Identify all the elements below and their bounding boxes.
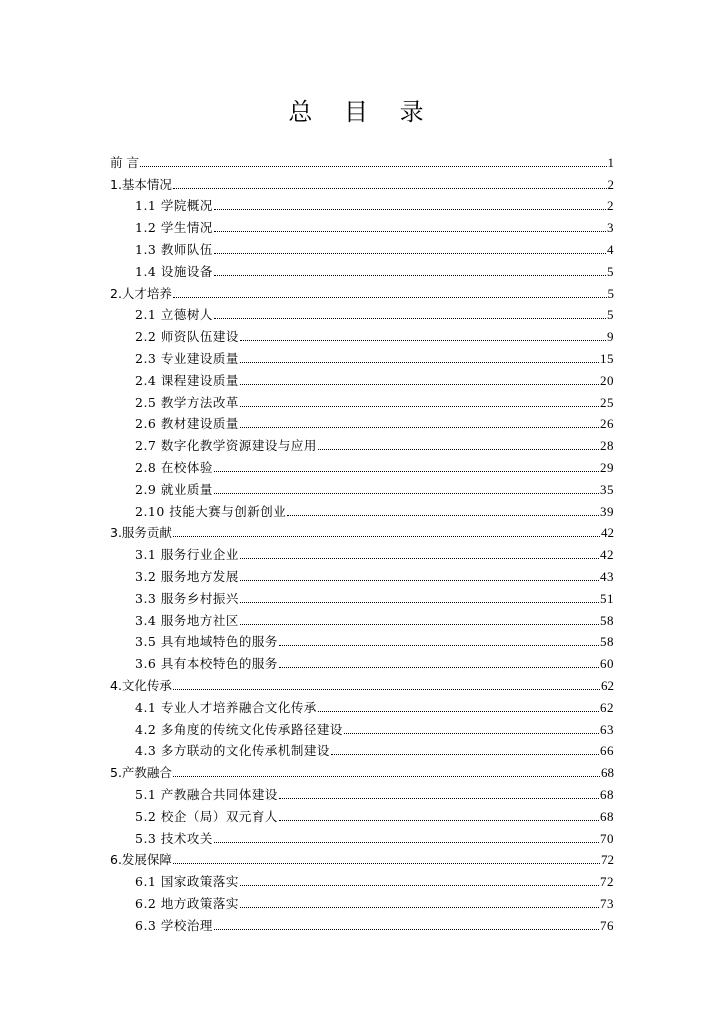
- toc-entry[interactable]: [110, 214, 614, 236]
- toc-entry[interactable]: [110, 847, 614, 869]
- toc-entry-page-number: 28: [600, 438, 614, 454]
- dot-leader: [240, 907, 599, 908]
- toc-entry-page-number: 5: [607, 263, 614, 279]
- toc-entry-label: 3.3 服务乡村振兴: [135, 590, 239, 606]
- toc-entry[interactable]: [110, 803, 614, 825]
- toc-entry-page-number: 68: [601, 765, 614, 781]
- toc-entry[interactable]: [110, 171, 614, 193]
- toc-entry[interactable]: [110, 323, 614, 345]
- dot-leader: [240, 427, 599, 428]
- toc-entry-page-number: 58: [600, 634, 614, 650]
- dot-leader: [240, 580, 599, 581]
- toc-entry-page-number: 29: [600, 459, 614, 475]
- toc-entry-label: 4.2 多角度的传统文化传承路径建设: [135, 721, 343, 737]
- dot-leader: [214, 471, 599, 472]
- toc-entry-page-number: 5: [607, 285, 614, 301]
- toc-entry-page-number: 43: [600, 568, 614, 584]
- toc-entry-label: 4.3 多方联动的文化传承机制建设: [135, 743, 330, 759]
- toc-entry[interactable]: [110, 825, 614, 847]
- table-of-contents: [110, 149, 614, 934]
- toc-entry-label: 2.2 师资队伍建设: [135, 329, 239, 345]
- toc-entry-page-number: 51: [600, 590, 614, 606]
- dot-leader: [331, 754, 599, 755]
- toc-entry[interactable]: [110, 411, 614, 433]
- toc-entry-page-number: 3: [607, 220, 614, 236]
- dot-leader: [240, 406, 599, 407]
- dot-leader: [279, 667, 599, 668]
- dot-leader: [214, 231, 606, 232]
- toc-entry-page-number: 62: [601, 677, 614, 693]
- toc-entry-page-number: 26: [600, 416, 614, 432]
- toc-entry-page-number: 72: [600, 874, 614, 890]
- toc-entry[interactable]: [110, 541, 614, 563]
- toc-entry[interactable]: [110, 716, 614, 738]
- dot-leader: [279, 645, 599, 646]
- toc-entry-page-number: 25: [600, 394, 614, 410]
- toc-entry-label: 2.1 立德树人: [135, 307, 213, 323]
- toc-entry-label: 4.文化传承: [110, 677, 172, 693]
- toc-entry[interactable]: [110, 389, 614, 411]
- dot-leader: [173, 188, 607, 189]
- toc-entry-page-number: 60: [600, 656, 614, 672]
- toc-entry-label: 2.4 课程建设质量: [135, 372, 239, 388]
- toc-entry-label: 2.8 在校体验: [135, 459, 213, 475]
- toc-entry[interactable]: [110, 520, 614, 542]
- toc-entry-label: 2.9 就业质量: [135, 481, 213, 497]
- toc-entry[interactable]: [110, 738, 614, 760]
- toc-entry[interactable]: [110, 476, 614, 498]
- dot-leader: [240, 340, 606, 341]
- toc-entry[interactable]: [110, 345, 614, 367]
- toc-entry-label: 2.7 数字化教学资源建设与应用: [135, 438, 317, 454]
- toc-entry-page-number: 2: [607, 176, 614, 192]
- toc-entry-page-number: 9: [607, 329, 614, 345]
- toc-entry-label: 3.1 服务行业企业: [135, 547, 239, 563]
- toc-entry[interactable]: [110, 563, 614, 585]
- toc-entry[interactable]: [110, 781, 614, 803]
- toc-entry-label: 1.4 设施设备: [135, 263, 213, 279]
- toc-entry[interactable]: [110, 367, 614, 389]
- toc-entry-page-number: 58: [600, 612, 614, 628]
- dot-leader: [279, 798, 599, 799]
- dot-leader: [140, 166, 607, 167]
- toc-entry[interactable]: [110, 672, 614, 694]
- toc-entry-label: 1.基本情况: [110, 176, 172, 192]
- toc-entry-page-number: 35: [600, 481, 614, 497]
- toc-entry[interactable]: [110, 890, 614, 912]
- dot-leader: [318, 711, 599, 712]
- toc-entry-label: 3.4 服务地方社区: [135, 612, 239, 628]
- toc-entry[interactable]: [110, 193, 614, 215]
- dot-leader: [173, 863, 600, 864]
- dot-leader: [240, 362, 599, 363]
- dot-leader: [214, 275, 606, 276]
- dot-leader: [344, 733, 599, 734]
- dot-leader: [214, 842, 599, 843]
- toc-entry[interactable]: [110, 585, 614, 607]
- toc-entry[interactable]: [110, 607, 614, 629]
- toc-entry-label: 2.5 教学方法改革: [135, 394, 239, 410]
- dot-leader: [214, 253, 606, 254]
- toc-entry[interactable]: [110, 650, 614, 672]
- toc-entry-label: 5.产教融合: [110, 765, 172, 781]
- dot-leader: [287, 515, 599, 516]
- toc-entry-label: 2.3 专业建设质量: [135, 350, 239, 366]
- toc-entry-page-number: 20: [600, 372, 614, 388]
- dot-leader: [279, 820, 599, 821]
- dot-leader: [173, 536, 600, 537]
- toc-entry-page-number: 4: [607, 241, 614, 257]
- toc-entry-label: 3.5 具有地域特色的服务: [135, 634, 278, 650]
- toc-entry-label: 3.2 服务地方发展: [135, 568, 239, 584]
- toc-entry[interactable]: [110, 149, 614, 171]
- toc-entry-page-number: 68: [600, 786, 614, 802]
- page-title: 总 目 录: [288, 98, 436, 126]
- toc-entry-page-number: 42: [601, 525, 614, 541]
- dot-leader: [214, 493, 599, 494]
- toc-entry-label: 3.6 具有本校特色的服务: [135, 656, 278, 672]
- toc-entry-label: 4.1 专业人才培养融合文化传承: [135, 699, 317, 715]
- toc-entry-page-number: 66: [600, 743, 614, 759]
- toc-entry-label: 2.人才培养: [110, 285, 172, 301]
- dot-leader: [240, 602, 599, 603]
- toc-entry-page-number: 39: [600, 503, 614, 519]
- toc-entry-label: 3.服务贡献: [110, 525, 172, 541]
- toc-entry-label: 6.2 地方政策落实: [135, 895, 239, 911]
- dot-leader: [214, 929, 599, 930]
- dot-leader: [240, 885, 599, 886]
- dot-leader: [173, 689, 600, 690]
- toc-entry-label: 1.2 学生情况: [135, 220, 213, 236]
- dot-leader: [173, 776, 600, 777]
- toc-entry[interactable]: [110, 868, 614, 890]
- dot-leader: [240, 384, 599, 385]
- toc-entry-page-number: 42: [600, 547, 614, 563]
- toc-entry-page-number: 2: [607, 198, 614, 214]
- toc-entry[interactable]: [110, 694, 614, 716]
- dot-leader: [240, 558, 599, 559]
- toc-entry-page-number: 70: [600, 830, 614, 846]
- toc-entry-page-number: 68: [600, 808, 614, 824]
- toc-entry-label: 前 言: [110, 154, 139, 170]
- dot-leader: [214, 209, 606, 210]
- dot-leader: [173, 297, 607, 298]
- toc-entry-label: 1.3 教师队伍: [135, 241, 213, 257]
- dot-leader: [214, 318, 606, 319]
- toc-entry[interactable]: [110, 432, 614, 454]
- toc-entry-label: 6.发展保障: [110, 852, 172, 868]
- dot-leader: [318, 449, 599, 450]
- toc-entry-page-number: 72: [601, 852, 614, 868]
- dot-leader: [240, 624, 599, 625]
- toc-entry[interactable]: [110, 454, 614, 476]
- toc-entry-page-number: 76: [600, 917, 614, 933]
- toc-entry-page-number: 63: [600, 721, 614, 737]
- toc-entry-page-number: 73: [600, 895, 614, 911]
- toc-entry-page-number: 62: [600, 699, 614, 715]
- toc-entry-label: 6.1 国家政策落实: [135, 874, 239, 890]
- toc-entry-label: 5.2 校企（局）双元育人: [135, 808, 278, 824]
- toc-entry[interactable]: [110, 498, 614, 520]
- toc-entry-label: 6.3 学校治理: [135, 917, 213, 933]
- toc-entry[interactable]: [110, 912, 614, 934]
- toc-entry[interactable]: [110, 236, 614, 258]
- toc-entry[interactable]: [110, 759, 614, 781]
- toc-entry-label: 5.1 产教融合共同体建设: [135, 786, 278, 802]
- toc-entry-page-number: 5: [607, 307, 614, 323]
- toc-entry[interactable]: [110, 629, 614, 651]
- toc-entry-label: 5.3 技术攻关: [135, 830, 213, 846]
- toc-entry-page-number: 15: [600, 350, 614, 366]
- toc-entry-label: 2.10 技能大赛与创新创业: [135, 503, 287, 519]
- toc-entry[interactable]: [110, 302, 614, 324]
- toc-entry-page-number: 1: [607, 154, 614, 170]
- toc-entry-label: 1.1 学院概况: [135, 198, 213, 214]
- toc-entry[interactable]: [110, 258, 614, 280]
- toc-entry-label: 2.6 教材建设质量: [135, 416, 239, 432]
- toc-entry[interactable]: [110, 280, 614, 302]
